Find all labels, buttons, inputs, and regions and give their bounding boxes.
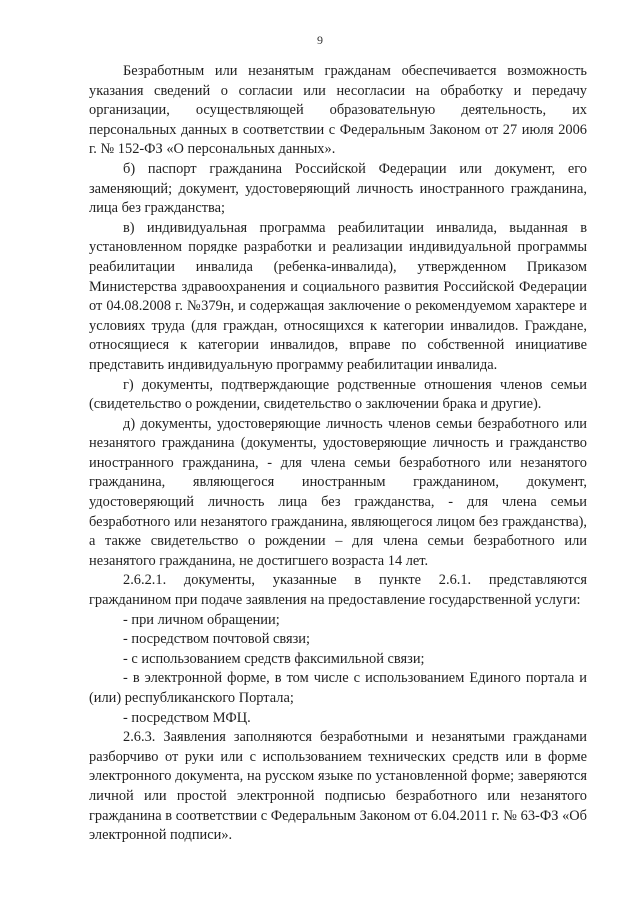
document-body: [89, 62, 587, 846]
list-item-postal: - посредством почтовой связи;: [123, 631, 310, 648]
page-number: 9: [317, 33, 323, 47]
paragraph-2-6-2-1: 2.6.2.1. документы, указанные в пункте 2.6.1. представляются гражданином при подаче заявления на предоставление государственной услуги:: [89, 572, 587, 609]
paragraph-item-d: д) документы, удостоверяющие личность членов семьи безработного или незанятого гражданина (документы, удостоверяющие личность и гражданство иностранного гражданина, - для члена семьи безработного или незанятого гражданина, являющегося иностранным гражданином, документ, удостоверяющий личность лица без гражданства, - для члена семьи безработного или незанятого гражданина, являющегося лицом без гражданства), а также свидетельство о рождении – для члена семьи безработного или незанятого гражданина, не достигшего возраста 14 лет.: [89, 415, 587, 569]
paragraph-item-b: б) паспорт гражданина Российской Федерации или документ, его заменяющий; документ, удостоверяющий личность иностранного гражданина, лица без гражданства;: [89, 160, 587, 217]
paragraph-item-v: в) индивидуальная программа реабилитации инвалида, выданная в установленном порядке разработки и реализации индивидуальной программы реабилитации инвалида (ребенка-инвалида), утвержденном Приказом Министерства здравоохранения и социального развития Российской Федерации от 04.08.2008 г. №379н, и содержащая заключение о рекомендуемом характере и условиях труда (для граждан, относящихся к категории инвалидов. Граждане, относящиеся к категории инвалидов, вправе по собственной инициативе представить индивидуальную программу реабилитации инвалида.: [89, 219, 587, 373]
list-item-mfc: - посредством МФЦ.: [123, 709, 251, 726]
list-item-personal: - при личном обращении;: [123, 611, 280, 628]
list-item-electronic: - в электронной форме, в том числе с использованием Единого портала и (или) республиканского Портала;: [89, 670, 587, 706]
paragraph-2-6-3: 2.6.3. Заявления заполняются безработными и незанятыми гражданами разборчиво от руки или с использованием технических средств или в форме электронного документа, на русском языке по установленной форме; заверяются личной или простой электронной подписью безработного или незанятого гражданина в соответствии с Федеральным Законом от 6.04.2011 г. № 63-ФЗ «Об электронной подписи».: [89, 729, 587, 844]
list-item-fax: - с использованием средств факсимильной связи;: [123, 650, 425, 667]
paragraph-item-g: г) документы, подтверждающие родственные отношения членов семьи (свидетельство о рождении, свидетельство о заключении брака и другие).: [89, 376, 587, 413]
paragraph-consent: Безработным или незанятым гражданам обеспечивается возможность указания сведений о согласии или несогласии на обработку и передачу организации, осуществляющей образовательную деятельность, их персональных данных в соответствии с Федеральным Законом от 27 июля 2006 г. № 152-ФЗ «О персональных данных».: [89, 63, 587, 158]
